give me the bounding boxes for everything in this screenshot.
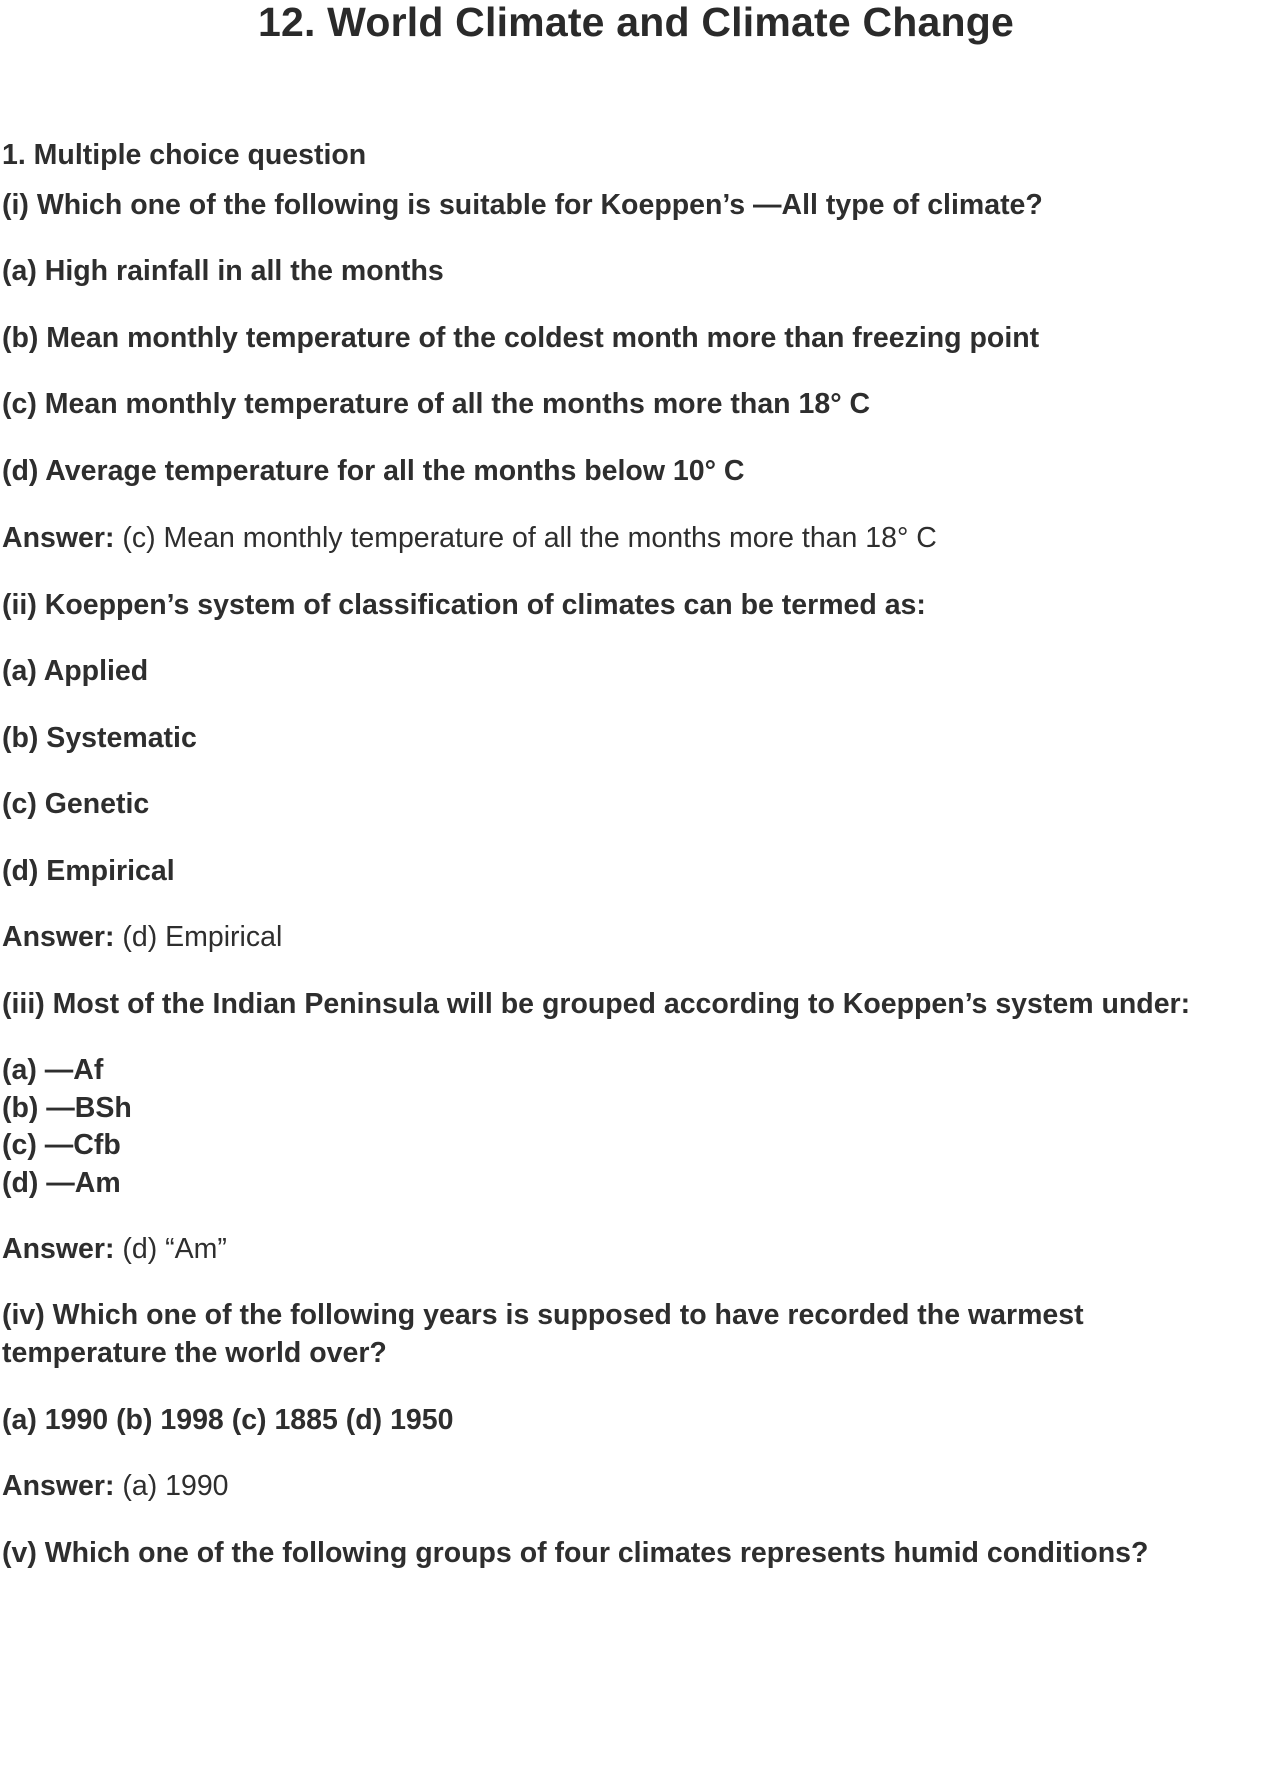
question-2: (ii) Koeppen’s system of classification of climates can be termed as:: [2, 589, 926, 621]
q3-option-c: (c) —Cfb: [2, 1129, 121, 1161]
q1-answer-text: (c) Mean monthly temperature of all the months more than 18° C: [122, 522, 937, 554]
question-5: (v) Which one of the following groups of four climates represents humid conditions?: [2, 1537, 1149, 1569]
question-4-line-1: (iv) Which one of the following years is supposed to have recorded the warmest: [2, 1299, 1084, 1331]
question-4-line-2: temperature the world over?: [2, 1337, 387, 1369]
q1-option-d: (d) Average temperature for all the months below 10° C: [2, 455, 745, 487]
q3-option-a: (a) —Af: [2, 1054, 104, 1086]
q2-answer-text: (d) Empirical: [122, 921, 283, 953]
q3-answer: [2, 1232, 227, 1266]
q1-answer: [2, 521, 937, 555]
answer-label: Answer:: [2, 1233, 115, 1265]
q3-option-d: (d) —Am: [2, 1167, 121, 1199]
q2-option-c: (c) Genetic: [2, 788, 150, 820]
q4-answer: [2, 1469, 229, 1503]
q2-answer: [2, 920, 282, 954]
q3-answer-text: (d) “Am”: [122, 1233, 227, 1265]
q4-options: (a) 1990 (b) 1998 (c) 1885 (d) 1950: [2, 1404, 454, 1436]
q3-option-b: (b) —BSh: [2, 1092, 132, 1124]
q1-option-b: (b) Mean monthly temperature of the coldest month more than freezing point: [2, 322, 1040, 354]
q2-option-d: (d) Empirical: [2, 855, 175, 887]
q2-option-b: (b) Systematic: [2, 722, 197, 754]
q1-option-c: (c) Mean monthly temperature of all the months more than 18° C: [2, 388, 871, 420]
answer-label: Answer:: [2, 1470, 115, 1502]
q1-option-a: (a) High rainfall in all the months: [2, 255, 444, 287]
question-1: (i) Which one of the following is suitable for Koeppen’s —All type of climate?: [2, 189, 1043, 221]
q2-option-a: (a) Applied: [2, 655, 149, 687]
q4-answer-text: (a) 1990: [122, 1470, 229, 1502]
answer-label: Answer:: [2, 921, 115, 953]
answer-label: Answer:: [2, 522, 115, 554]
page-title: 12. World Climate and Climate Change: [258, 0, 1014, 45]
section-heading: 1. Multiple choice question: [2, 139, 367, 171]
question-3: (iii) Most of the Indian Peninsula will be grouped according to Koeppen’s system under:: [2, 988, 1191, 1020]
